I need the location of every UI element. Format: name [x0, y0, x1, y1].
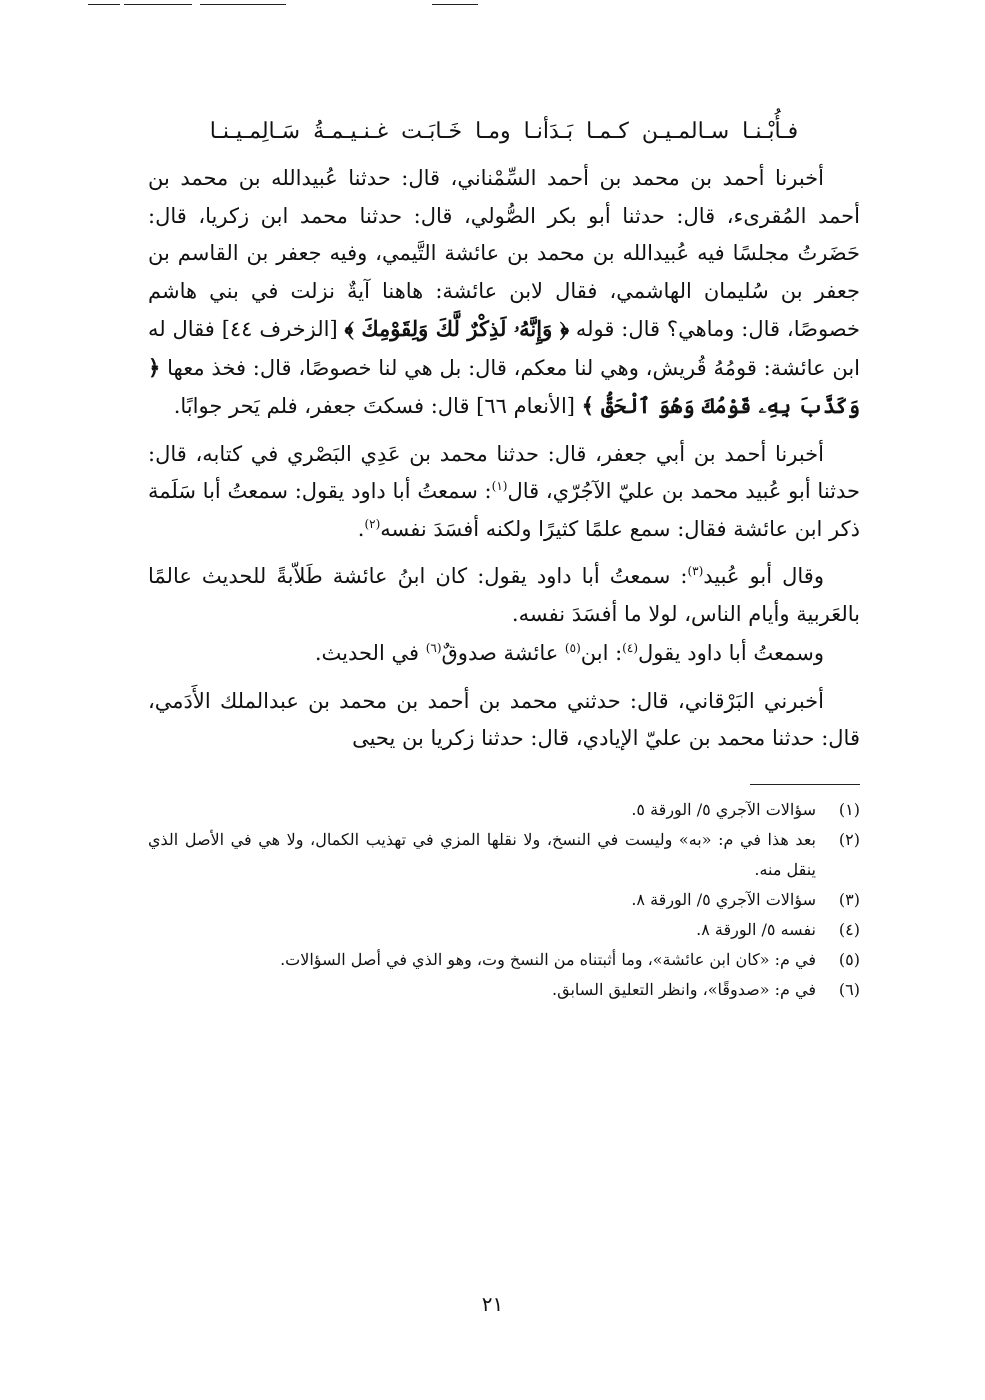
- footnote-number: (٤): [838, 919, 860, 939]
- paragraph-4-text-d: في الحديث.: [314, 641, 426, 665]
- paragraph-3-text-a: وقال أبو عُبيد: [703, 564, 824, 588]
- footnote-number: (٦): [838, 979, 860, 999]
- footnote-text: سؤالات الآجري ٥/ الورقة ٨.: [631, 889, 816, 909]
- paragraph-2-text-b: : سمعتُ أبا داود يقول: سمعتُ أبا سَلَمة ذكر ابن عائشة فقال: سمع علمًا كثيرًا ولكنه أفسَدَ نفسه: [148, 479, 860, 541]
- paragraph-2: [148, 436, 860, 549]
- paragraph-1-text-a: أخبرنا أحمد بن محمد بن أحمد السِّمْناني، قال: حدثنا عُبيدالله بن محمد بن أحمد المُقرىء، قال: حدثنا أبو بكر الصُّولي، قال: حدثنا محمد ابن زكريا، قال: حَضَرتُ مجلسًا فيه عُبيدالله بن محمد بن عائشة التَّيمي، وفيه جعفر بن القاسم بن جعفر بن سُليمان الهاشمي، فقال لابن عائشة: هاهنا آيةٌ نزلت في بني هاشم خصوصًا، قال: وماهي؟ قال: قوله: [148, 166, 860, 341]
- footnote-ref-3[interactable]: (٣): [687, 564, 704, 578]
- paragraph-4: [148, 635, 860, 673]
- footnote-ref-4[interactable]: (٤): [622, 641, 638, 655]
- paragraph-2-text-a: أخبرنا أحمد بن أبي جعفر، قال: حدثنا محمد بن عَدِي البَصْري في كتابه، قال: حدثنا أبو عُبيد محمد بن عليّ الآجُرّي، قال: [148, 441, 860, 503]
- paragraph-5-text: أخبرني البَرْقاني، قال: حدثني محمد بن أحمد بن محمد بن عبدالملك الأَدَمي، قال: حدثنا محمد بن عليّ الإيادي، قال: حدثنا زكريا بن يحيى: [148, 688, 860, 750]
- footnote-ref-5[interactable]: (٥): [564, 641, 581, 655]
- paragraph-1-text-b: [الزخرف ٤٤] فقال له ابن عائشة: قومُهُ قُريش، وهي لنا معكم، قال: بل هي لنا خصوصًا، قال: فخذ معها: [148, 317, 860, 380]
- footnote-item-1: [148, 795, 860, 825]
- top-rule-1: [88, 4, 120, 5]
- paragraph-1-text-c: [الأنعام ٦٦] قال: فسكتَ جعفر، فلم يَحر جوابًا.: [173, 394, 582, 418]
- footnote-text: نفسه ٥/ الورقة ٨.: [696, 919, 816, 939]
- paragraph-5: [148, 683, 860, 758]
- footnote-item-6: [148, 975, 860, 1005]
- paragraph-1: [148, 160, 860, 426]
- footnote-text: في م: «كان ابن عائشة»، وما أثبتناه من النسخ وت، وهو الذي في أصل السؤالات.: [280, 949, 816, 969]
- paragraph-3-text-b: : سمعتُ أبا داود يقول: كان ابنُ عائشة طَلاّبةً للحديث عالمًا بالعَربية وأيام الناس، لولا ما أفسَدَ نفسه.: [148, 564, 860, 626]
- footnote-ref-1[interactable]: (١): [491, 479, 508, 493]
- page-number: ٢١: [481, 1292, 504, 1316]
- page-body: [148, 112, 860, 1005]
- footnote-item-2: [148, 825, 860, 885]
- poem-verse: فـأُبْـنـا سـالمـيـن كـمـا بَـدَأنـا ومـا خَـابَـت غـنـيـمـةُ سَـالِمـيـنـا: [209, 119, 799, 144]
- paragraph-3: [148, 558, 860, 633]
- paragraph-2-text-c: .: [357, 516, 365, 541]
- footnote-item-3: [148, 885, 860, 915]
- footnote-text: في م: «صدوقًا»، وانظر التعليق السابق.: [552, 979, 816, 999]
- paragraph-4-text-b: : ابن: [580, 641, 623, 665]
- footnotes-list: [148, 795, 860, 1005]
- paragraph-4-text-a: وسمعتُ أبا داود يقول: [638, 641, 824, 665]
- quran-quote-2: ﴿ وَكَذَّبَ بِهِۦ قَوْمُكَ وَهُوَ ٱلْحَقُّ ﴾: [148, 354, 860, 418]
- footnote-item-4: [148, 915, 860, 945]
- quran-quote-1: ﴿ وَإِنَّهُۥ لَذِكْرٌ لَّكَ وَلِقَوْمِكَ ﴾: [344, 316, 570, 341]
- top-rule-2: [124, 4, 192, 5]
- footnote-text: بعد هذا في م: «به» وليست في النسخ، ولا نقلها المزي في تهذيب الكمال، ولا هي في الأصل الذي ينقل منه.: [148, 829, 816, 879]
- footnote-ref-2[interactable]: (٢): [364, 516, 381, 531]
- footnote-number: (٥): [838, 949, 860, 969]
- footnote-separator: [750, 784, 860, 785]
- top-rule-4: [432, 4, 478, 5]
- footnote-ref-6[interactable]: (٦): [425, 641, 442, 655]
- footnote-number: (١): [838, 799, 860, 819]
- footnote-number: (٣): [838, 889, 860, 909]
- footnote-item-5: [148, 945, 860, 975]
- footnote-number: (٢): [838, 829, 860, 849]
- top-rules: [0, 4, 985, 8]
- footnote-text: سؤالات الآجري ٥/ الورقة ٥.: [631, 799, 816, 819]
- paragraph-4-text-c: عائشة صدوقٌ: [441, 641, 565, 665]
- top-rule-3: [200, 4, 286, 5]
